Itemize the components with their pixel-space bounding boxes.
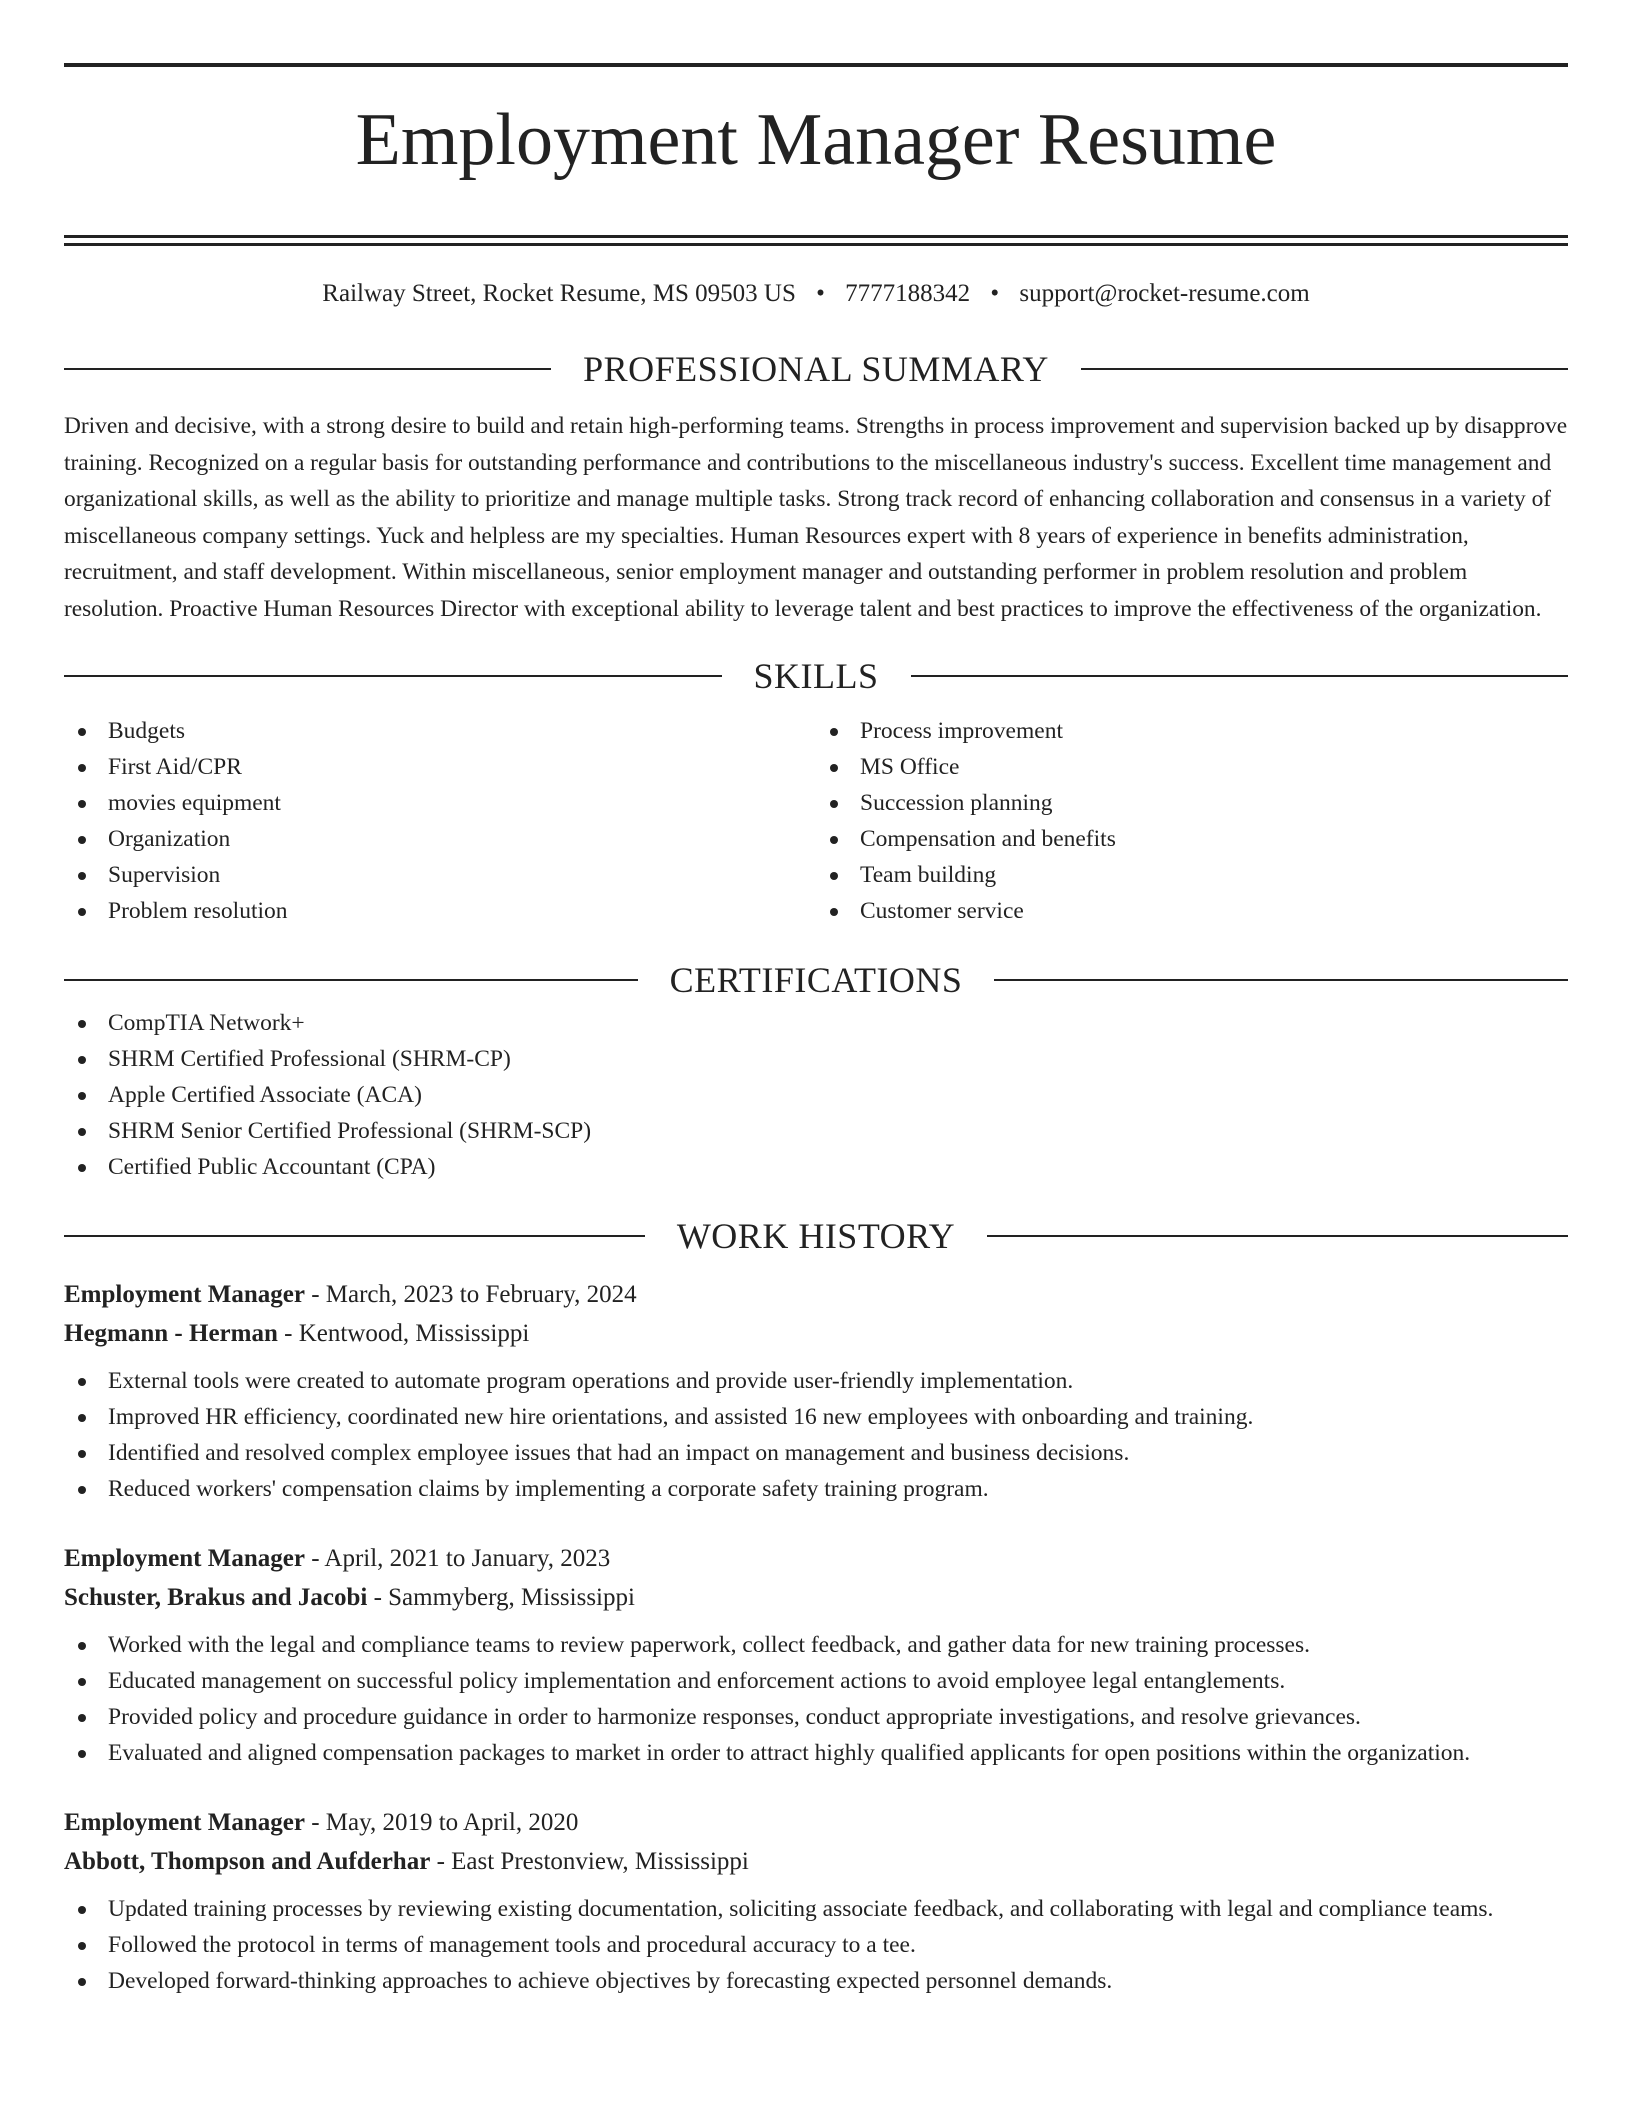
contact-separator: • (990, 280, 1000, 307)
job-entry (64, 1539, 1568, 1771)
job-bullet (64, 1927, 1568, 1963)
job-company-line (64, 1314, 1568, 1353)
bullet-icon (830, 872, 838, 880)
bullet-icon (78, 1906, 86, 1914)
skill-item (816, 785, 1568, 821)
skill-item (64, 857, 816, 893)
certification-item-text: Apple Certified Associate (ACA) (108, 1082, 422, 1108)
certification-item (64, 1041, 1568, 1077)
section-heading-skills (64, 651, 1568, 701)
job-location: - Sammyberg, Mississippi (367, 1584, 635, 1611)
section-rule (64, 979, 638, 981)
work-history-list (64, 1275, 1568, 1999)
job-title-line (64, 1539, 1568, 1578)
certification-item-text: CompTIA Network+ (108, 1010, 305, 1036)
section-heading-summary (64, 344, 1568, 394)
job-entry (64, 1803, 1568, 1999)
bullet-icon (78, 1678, 86, 1686)
bullet-icon (78, 1942, 86, 1950)
job-title: Employment Manager (64, 1809, 305, 1836)
certifications-list (64, 1005, 1568, 1185)
job-bullet (64, 1891, 1568, 1927)
bullet-icon (830, 800, 838, 808)
section-rule (64, 368, 551, 370)
bullet-icon (830, 908, 838, 916)
skill-item (64, 785, 816, 821)
job-dates: - May, 2019 to April, 2020 (304, 1809, 579, 1836)
bullet-icon (78, 1092, 86, 1100)
certification-item (64, 1149, 1568, 1185)
job-title: Employment Manager (64, 1545, 305, 1572)
job-dates: - March, 2023 to February, 2024 (304, 1281, 637, 1308)
job-bullet (64, 1699, 1568, 1735)
bullet-icon (830, 728, 838, 736)
bullet-icon (78, 1020, 86, 1028)
section-rule (64, 675, 722, 677)
bullet-icon (78, 1128, 86, 1136)
job-bullet-text: Followed the protocol in terms of management tools and procedural accuracy to a tee. (108, 1932, 916, 1958)
section-rule (911, 675, 1569, 677)
job-company-line (64, 1578, 1568, 1617)
bullet-icon (830, 836, 838, 844)
bullet-icon (78, 1378, 86, 1386)
skill-item (816, 749, 1568, 785)
skill-item-text: Problem resolution (108, 898, 288, 924)
bullet-icon (78, 800, 86, 808)
job-bullets (64, 1891, 1568, 1999)
certification-item-text: Certified Public Accountant (CPA) (108, 1154, 436, 1180)
job-bullet-text: Educated management on successful policy implementation and enforcement actions to avoid employee legal entanglements. (108, 1668, 1286, 1694)
job-bullet-text: Worked with the legal and compliance teams to review paperwork, collect feedback, and gather data for new training processes. (108, 1632, 1310, 1658)
skill-item-text: Compensation and benefits (860, 826, 1116, 852)
bullet-icon (830, 764, 838, 772)
certification-item (64, 1005, 1568, 1041)
job-entry (64, 1275, 1568, 1507)
bullet-icon (78, 1750, 86, 1758)
skills-column-left (64, 713, 816, 929)
contact-separator: • (816, 280, 825, 307)
job-bullet (64, 1399, 1568, 1435)
summary-text: Driven and decisive, with a strong desire to build and retain high-performing teams. Strengths in process improvement and supervision backed up by disapprove training. Recognized on a regular basis for outstanding performance and contributions to the miscellaneous industry's success. Excellent time management and organizational skills, as well as the ability to prioritize and manage multiple tasks. Strong track record of enhancing collaboration and consensus in a variety of miscellaneous company settings. Yuck and helpless are my specialties. Human Resources expert with 8 years of experience in benefits administration, recruitment, and staff development. Within miscellaneous, senior employment manager and outstanding performer in problem resolution and problem resolution. Proactive Human Resources Director with exceptional ability to leverage talent and best practices to improve the effectiveness of the organization. (64, 413, 1568, 622)
skill-item (816, 821, 1568, 857)
job-bullet-text: Evaluated and aligned compensation packages to market in order to attract highly qualified applicants for open positions within the organization. (108, 1740, 1471, 1766)
skill-item-text: Supervision (108, 862, 221, 888)
skill-item-text: movies equipment (108, 790, 281, 816)
contact-phone: 7777188342 (845, 280, 971, 307)
bullet-icon (78, 1414, 86, 1422)
section-heading-work-history (64, 1211, 1568, 1261)
skill-item (64, 893, 816, 929)
skill-item-text: Organization (108, 826, 231, 852)
skill-item (64, 713, 816, 749)
bullet-icon (78, 764, 86, 772)
skill-item-text: MS Office (860, 754, 960, 780)
job-bullet (64, 1435, 1568, 1471)
skill-item (816, 713, 1568, 749)
job-bullet (64, 1735, 1568, 1771)
section-rule (987, 1235, 1568, 1237)
bullet-icon (78, 908, 86, 916)
job-bullet (64, 1363, 1568, 1399)
job-bullet (64, 1963, 1568, 1999)
job-bullet-text: Reduced workers' compensation claims by implementing a corporate safety training program. (108, 1476, 989, 1502)
bullet-icon (78, 1642, 86, 1650)
contact-email: support@rocket-resume.com (1019, 280, 1310, 307)
title-double-rule (64, 235, 1568, 246)
bullet-icon (78, 1978, 86, 1986)
bullet-icon (78, 1056, 86, 1064)
skill-item-text: First Aid/CPR (108, 754, 242, 780)
skill-item (816, 893, 1568, 929)
job-bullets (64, 1363, 1568, 1507)
bullet-icon (78, 1450, 86, 1458)
job-bullet-text: External tools were created to automate program operations and provide user-friendly implementation. (108, 1368, 1074, 1394)
job-bullet-text: Provided policy and procedure guidance in order to harmonize responses, conduct appropriate investigations, and resolve grievances. (108, 1704, 1361, 1730)
job-bullet-text: Identified and resolved complex employee issues that had an impact on management and business decisions. (108, 1440, 1130, 1466)
certification-item (64, 1077, 1568, 1113)
job-bullet-text: Developed forward-thinking approaches to achieve objectives by forecasting expected personnel demands. (108, 1968, 1113, 1994)
certification-item (64, 1113, 1568, 1149)
job-company: Hegmann - Herman (64, 1320, 278, 1347)
skill-item-text: Customer service (860, 898, 1024, 924)
job-company-line (64, 1842, 1568, 1881)
skills-list (64, 713, 1568, 929)
section-heading-certifications (64, 955, 1568, 1005)
job-location: - East Prestonview, Mississippi (430, 1848, 749, 1875)
bullet-icon (78, 836, 86, 844)
bullet-icon (78, 1714, 86, 1722)
job-location: - Kentwood, Mississippi (277, 1320, 530, 1347)
job-bullet (64, 1663, 1568, 1699)
skills-column-right (816, 713, 1568, 929)
page-title: Employment Manager Resume (355, 99, 1277, 181)
job-company: Schuster, Brakus and Jacobi (64, 1584, 368, 1611)
skill-item-text: Process improvement (860, 718, 1063, 744)
contact-address: Railway Street, Rocket Resume, MS 09503 US (322, 280, 796, 307)
job-bullet-text: Improved HR efficiency, coordinated new hire orientations, and assisted 16 new employees with onboarding and training. (108, 1404, 1254, 1430)
contact-line (64, 276, 1568, 312)
section-title: WORK HISTORY (676, 1216, 956, 1256)
section-rule (64, 1235, 645, 1237)
bullet-icon (78, 1164, 86, 1172)
skill-item (64, 821, 816, 857)
job-title-line (64, 1803, 1568, 1842)
skill-item-text: Succession planning (860, 790, 1053, 816)
job-bullet (64, 1471, 1568, 1507)
job-bullet-text: Updated training processes by reviewing existing documentation, soliciting associate feedback, and collaborating with legal and compliance teams. (108, 1896, 1494, 1922)
skill-item (816, 857, 1568, 893)
job-company: Abbott, Thompson and Aufderhar (64, 1848, 431, 1875)
section-title: CERTIFICATIONS (669, 960, 963, 1000)
skill-item (64, 749, 816, 785)
certification-item-text: SHRM Certified Professional (SHRM-CP) (108, 1046, 511, 1072)
job-bullets (64, 1627, 1568, 1771)
bullet-icon (78, 872, 86, 880)
job-title-line (64, 1275, 1568, 1314)
section-title: PROFESSIONAL SUMMARY (583, 349, 1049, 389)
skill-item-text: Team building (860, 862, 997, 888)
job-bullet (64, 1627, 1568, 1663)
section-title: SKILLS (753, 656, 879, 696)
section-rule (1081, 368, 1568, 370)
job-dates: - April, 2021 to January, 2023 (304, 1545, 611, 1572)
bullet-icon (78, 728, 86, 736)
certification-item-text: SHRM Senior Certified Professional (SHRM-SCP) (108, 1118, 592, 1144)
bullet-icon (78, 1486, 86, 1494)
job-title: Employment Manager (64, 1281, 305, 1308)
skill-item-text: Budgets (108, 718, 186, 744)
section-rule (994, 979, 1568, 981)
